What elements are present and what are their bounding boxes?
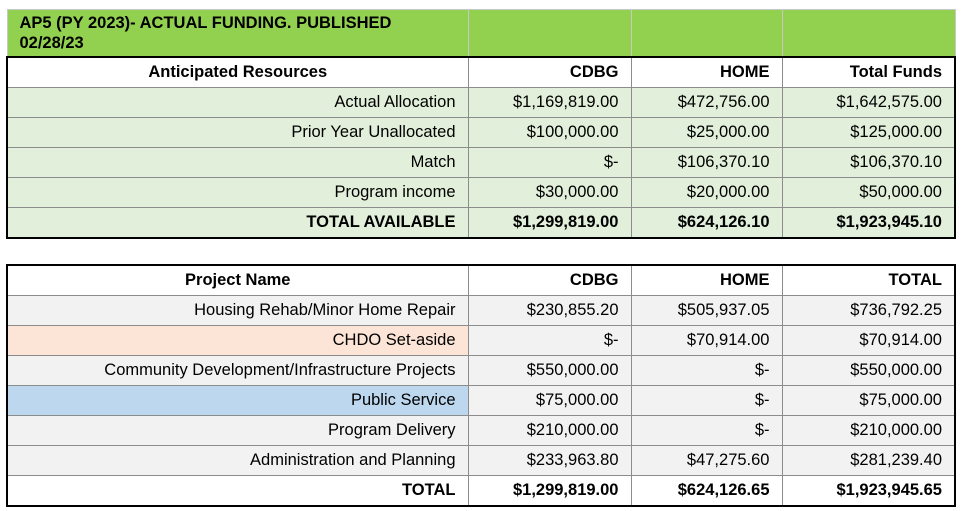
table-row bbox=[7, 88, 955, 118]
cdbg-value: $- bbox=[468, 148, 631, 178]
total-value: $106,370.10 bbox=[782, 148, 955, 178]
table-row bbox=[7, 148, 955, 178]
table-row bbox=[7, 446, 955, 476]
cdbg-value: $210,000.00 bbox=[468, 416, 631, 446]
row-label: Actual Allocation bbox=[7, 88, 468, 118]
table-row bbox=[7, 178, 955, 208]
projects-header-row bbox=[7, 265, 955, 296]
col-header-cdbg: CDBG bbox=[468, 265, 631, 296]
banner-cell bbox=[631, 10, 782, 58]
col-header-resources: Anticipated Resources bbox=[7, 57, 468, 88]
home-value: $- bbox=[631, 356, 782, 386]
project-name: Housing Rehab/Minor Home Repair bbox=[7, 296, 468, 326]
table-row bbox=[7, 118, 955, 148]
banner-cell bbox=[782, 10, 955, 58]
col-header-total: TOTAL bbox=[782, 265, 955, 296]
col-header-home: HOME bbox=[631, 265, 782, 296]
home-value: $106,370.10 bbox=[631, 148, 782, 178]
total-value: $75,000.00 bbox=[782, 386, 955, 416]
project-name: Community Development/Infrastructure Projects bbox=[7, 356, 468, 386]
col-header-project: Project Name bbox=[7, 265, 468, 296]
total-value: $550,000.00 bbox=[782, 356, 955, 386]
total-value: $281,239.40 bbox=[782, 446, 955, 476]
project-name: Administration and Planning bbox=[7, 446, 468, 476]
cdbg-value: $550,000.00 bbox=[468, 356, 631, 386]
home-value: $20,000.00 bbox=[631, 178, 782, 208]
home-value: $70,914.00 bbox=[631, 326, 782, 356]
home-value: $472,756.00 bbox=[631, 88, 782, 118]
home-total: $624,126.10 bbox=[631, 208, 782, 239]
project-name: Program Delivery bbox=[7, 416, 468, 446]
home-value: $25,000.00 bbox=[631, 118, 782, 148]
col-header-home: HOME bbox=[631, 57, 782, 88]
row-label: Prior Year Unallocated bbox=[7, 118, 468, 148]
home-value: $47,275.60 bbox=[631, 446, 782, 476]
total-row bbox=[7, 476, 955, 507]
table-row bbox=[7, 296, 955, 326]
cdbg-value: $100,000.00 bbox=[468, 118, 631, 148]
cdbg-value: $75,000.00 bbox=[468, 386, 631, 416]
total-value: $70,914.00 bbox=[782, 326, 955, 356]
total-label: TOTAL bbox=[7, 476, 468, 507]
total-value: $210,000.00 bbox=[782, 416, 955, 446]
home-value: $- bbox=[631, 416, 782, 446]
cdbg-value: $1,169,819.00 bbox=[468, 88, 631, 118]
grand-total: $1,923,945.65 bbox=[782, 476, 955, 507]
total-value: $125,000.00 bbox=[782, 118, 955, 148]
banner-cell bbox=[468, 10, 631, 58]
cdbg-value: $30,000.00 bbox=[468, 178, 631, 208]
total-value: $50,000.00 bbox=[782, 178, 955, 208]
cdbg-total: $1,299,819.00 bbox=[468, 476, 631, 507]
grand-total: $1,923,945.10 bbox=[782, 208, 955, 239]
projects-table bbox=[6, 264, 956, 507]
funding-title: AP5 (PY 2023)- ACTUAL FUNDING. PUBLISHED 02/28/23 bbox=[7, 10, 468, 58]
total-value: $1,642,575.00 bbox=[782, 88, 955, 118]
row-label: Program income bbox=[7, 178, 468, 208]
home-value: $505,937.05 bbox=[631, 296, 782, 326]
table-row bbox=[7, 386, 955, 416]
total-row bbox=[7, 208, 955, 239]
project-name: CHDO Set-aside bbox=[7, 326, 468, 356]
project-name: Public Service bbox=[7, 386, 468, 416]
total-label: TOTAL AVAILABLE bbox=[7, 208, 468, 239]
total-value: $736,792.25 bbox=[782, 296, 955, 326]
cdbg-value: $230,855.20 bbox=[468, 296, 631, 326]
col-header-cdbg: CDBG bbox=[468, 57, 631, 88]
cdbg-total: $1,299,819.00 bbox=[468, 208, 631, 239]
funding-title-row bbox=[7, 10, 955, 58]
table-row bbox=[7, 416, 955, 446]
funding-table bbox=[6, 9, 956, 239]
table-row bbox=[7, 356, 955, 386]
home-value: $- bbox=[631, 386, 782, 416]
home-total: $624,126.65 bbox=[631, 476, 782, 507]
col-header-total: Total Funds bbox=[782, 57, 955, 88]
table-row bbox=[7, 326, 955, 356]
funding-header-row bbox=[7, 57, 955, 88]
cdbg-value: $233,963.80 bbox=[468, 446, 631, 476]
row-label: Match bbox=[7, 148, 468, 178]
cdbg-value: $- bbox=[468, 326, 631, 356]
